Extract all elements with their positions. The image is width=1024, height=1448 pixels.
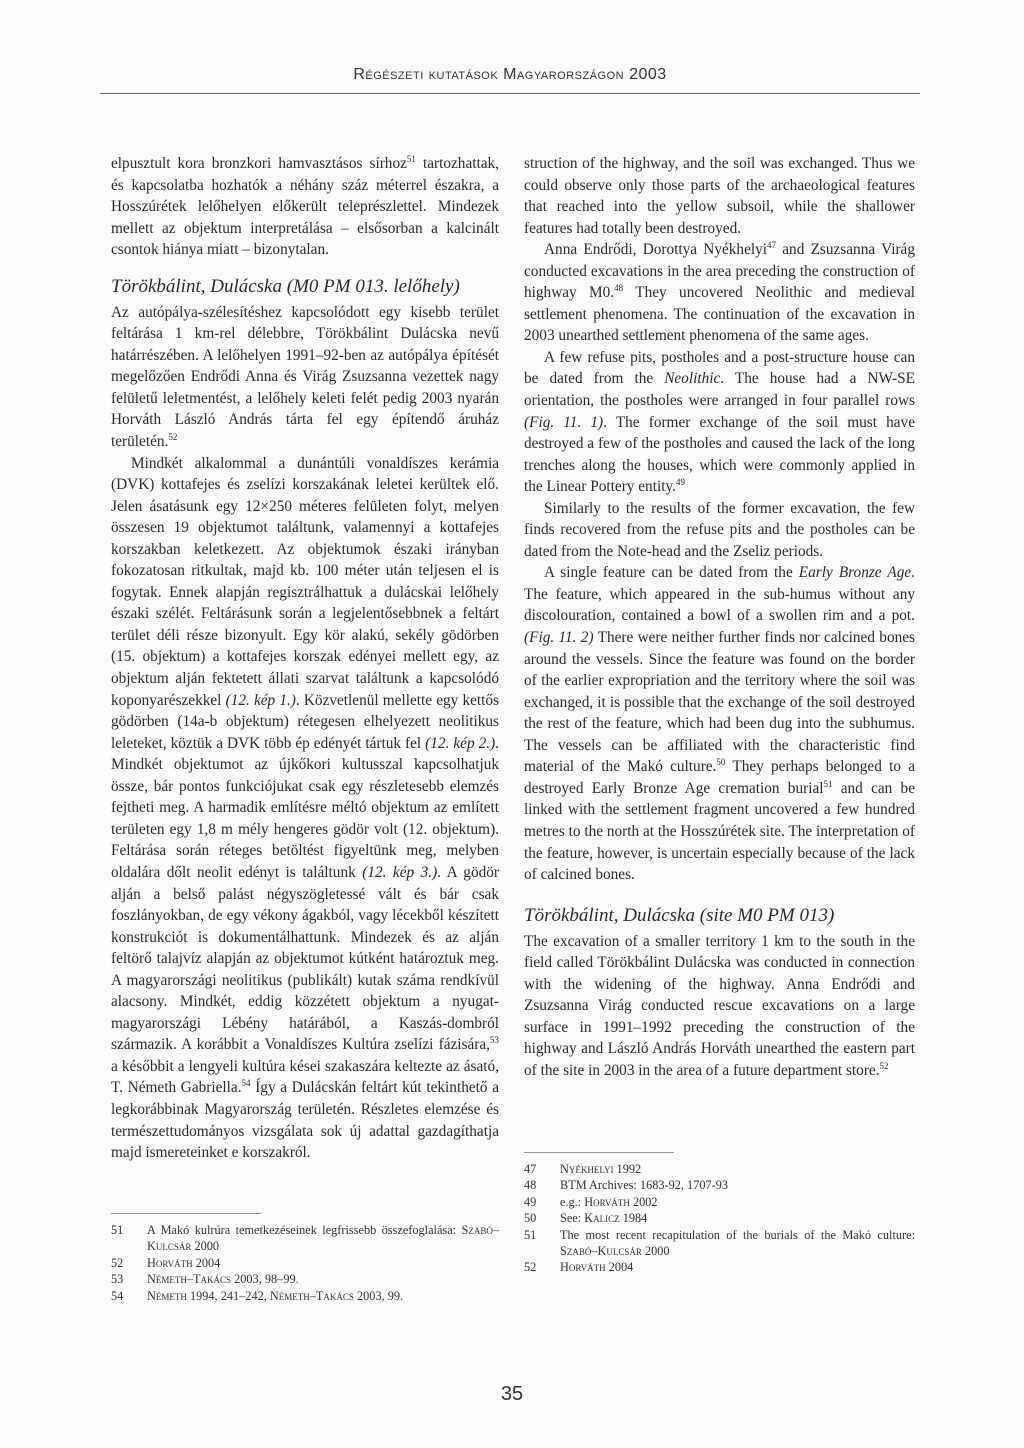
text-run: Similarly to the results of the former excavation, the few finds recovered from the refuse pits and the postholes can be dated from the Note-head and the Zseliz periods. xyxy=(524,499,915,560)
italic-text: (Fig. 11. 2) xyxy=(524,629,594,647)
footnote-text xyxy=(147,1288,499,1304)
footnote-ref: 51 xyxy=(406,153,416,164)
paragraph xyxy=(111,453,499,1164)
footnote-number: 52 xyxy=(111,1255,124,1270)
text-run: A Makó kulrúra temetkezéseinek legfrissebb összefoglalása: xyxy=(147,1223,462,1237)
author-citation: Horváth 2004 xyxy=(560,1260,634,1275)
footnote-number: 54 xyxy=(111,1288,124,1303)
paragraph xyxy=(524,239,915,347)
footnote xyxy=(524,1194,915,1210)
footnote-ref: 48 xyxy=(614,283,624,294)
text-run: e.g.: xyxy=(560,1194,585,1209)
author-citation: Horváth 2004 xyxy=(147,1255,221,1270)
text-run: There were neither further finds nor calcined bones around the vessels. Since the feature was found on the border of the earlier expropriation and the territory where the soil was exchanged, it is possible that the exchange of the soil destroyed the rest of the feature, which had been dug into the subhumus. The vessels can be affiliated with the characteristic find material of the Makó culture. xyxy=(524,629,915,776)
footnotes-left xyxy=(111,1222,499,1304)
page-number: 35 xyxy=(500,1383,524,1405)
footnote-number: 47 xyxy=(524,1162,537,1176)
text-run: Mindkét alkalommal a dunántúli vonaldíszes kerámia (DVK) kottafejes és zselízi korszakának leletei kerültek elő. Jelen ásatásunk egy 12×250 méteres felületen folyt, melyen összesen 19 objektumot találtunk, valamennyi a kottafejes korszakban keletkezett. Az objektumok északi irányban fokozatosan ritkultak, majd kb. 100 méter után teljesen el is fogytak. Ennek alapján regisztrálhattuk a dulácskai lelőhely északi szélét. Feltárásunk során a legjelentősebbnek a feltárt terület déli része bizonyult. Egy kör alakú, sekély gödörben (15. objektum) a kottafejes korszak edényei mellett egy, az objektum alján fektetett állati szarvat találtunk a kapcsolódó koponyarészekkel xyxy=(111,454,499,709)
footnote xyxy=(111,1255,499,1271)
footnote xyxy=(111,1271,499,1287)
footnote-ref: 47 xyxy=(767,240,777,251)
footnote-number: 51 xyxy=(111,1223,124,1237)
italic-text: (Fig. 11. 1) xyxy=(524,413,604,431)
paragraph xyxy=(524,562,915,885)
footnote-number: 51 xyxy=(524,1227,537,1242)
column-english xyxy=(524,153,915,1081)
footnote-text xyxy=(147,1222,499,1255)
text-run: a későbbit a lengyeli kultúra kései szakaszára keltezte az ásató, T. Németh Gabriella. xyxy=(111,1057,499,1097)
text-run: They uncovered Neolithic and medieval settlement phenomena. The continuation of the excavation in 2003 unearthed settlement phenomena of the same ages. xyxy=(524,284,915,345)
text-run: . The former exchange of the soil must have destroyed a few of the postholes and caused the lack of the long trenches along the houses, which were commonly applied in the Linear Pottery entity. xyxy=(524,413,915,496)
text-run: tartozhattak, és kapcsolatba hozhatók a néhány száz méterrel északra, a Hosszúrétek lelőhelyen előkerült teleprészlettel. Mindezek mellett az objektum interpretálása – elsősorban a kalcinált csontok hiánya miatt – bizonytalan. xyxy=(111,155,499,259)
column-hungarian xyxy=(111,153,499,1164)
text-run: , 99. xyxy=(381,1288,404,1303)
text-run: They perhaps belonged to a destroyed Early Bronze Age cremation burial xyxy=(524,758,915,797)
author-citation: Németh–Takács 2003 xyxy=(147,1272,259,1287)
footnotes-right xyxy=(524,1161,915,1276)
running-head xyxy=(100,66,920,94)
footnote-text xyxy=(560,1210,915,1226)
italic-text: (12. kép 1.) xyxy=(225,691,296,709)
footnote-ref: 52 xyxy=(879,1060,889,1071)
footnote-ref: 51 xyxy=(823,778,833,789)
text-run: Anna Endrődi, Dorottya Nyékhelyi xyxy=(544,241,768,259)
footnote-text xyxy=(560,1259,915,1275)
paragraph xyxy=(524,931,915,1082)
author-citation: Kalicz 1984 xyxy=(584,1211,648,1226)
footnote-text xyxy=(560,1177,915,1193)
text-run: elpusztult kora bronzkori hamvasztásos sírhoz xyxy=(111,155,407,172)
footnote-text xyxy=(147,1271,499,1287)
paragraph xyxy=(111,153,499,261)
footnote-text xyxy=(147,1255,499,1271)
footnote xyxy=(111,1222,499,1255)
text-run: struction of the highway, and the soil was exchanged. Thus we could observe only those parts of the archaeological features that reached into the yellow subsoil, while the shallower features had totally been destroyed. xyxy=(524,155,915,237)
section-heading: Törökbálint, Dulácska (site M0 PM 013) xyxy=(524,904,835,926)
text-run: BTM Archives: 1683-92, 1707-93 xyxy=(560,1178,729,1193)
footnote-number: 53 xyxy=(111,1272,124,1287)
footnote-number: 49 xyxy=(524,1194,537,1209)
footnote-number: 48 xyxy=(524,1178,537,1193)
footnote xyxy=(524,1161,915,1177)
footnote-text xyxy=(560,1161,915,1177)
text-run: and Zsuzsanna Virág conducted excavations in the area preceding the construction of highway M0. xyxy=(524,241,915,302)
paragraph xyxy=(524,347,915,498)
text-run: . Mindkét objektumot az újkőkori kultusszal kapcsolhatjuk össze, bár pontos funkciójukat csak egy részletesebb elemzés fejtheti meg. A harmadik említésre méltó objektum az említett területen egy 1,8 m mély hengeres gödör volt (12. objektum). Feltárása során réteges betöltést figyeltünk meg, melyben oldalára dőlt neolit edényt is találtunk xyxy=(111,734,499,881)
text-run: The excavation of a smaller territory 1 km to the south in the field called Törökbálint Dulácska was conducted in connection with the widening of the highway. Anna Endrődi and Zsuzsanna Virág conducted rescue excavations on a large surface in 1991–1992 preceding the construction of the highway and László András Horváth unearthed the eastern part of the site in 2003 in the area of a future department store. xyxy=(524,932,915,1079)
footnote-ref: 54 xyxy=(241,1078,251,1089)
footnote-ref: 50 xyxy=(716,757,726,768)
text-run: See: xyxy=(560,1211,585,1226)
author-citation: Szabó–Kulcsár 2000 xyxy=(560,1244,670,1259)
author-citation: Horváth 2002 xyxy=(584,1194,658,1209)
text-run: and can be linked with the settlement fragment uncovered a few hundred metres to the north at the Hosszúrétek site. The interpretation of the feature, however, is uncertain especially because of the lack of calcined bones. xyxy=(524,779,915,884)
footnote-ref: 52 xyxy=(168,431,178,442)
italic-text: Neolithic xyxy=(664,370,721,388)
text-run: Így a Dulácskán feltárt kút tekinthető a legkorábbinak Magyarország területén. Részletes elemzése és természettudományos vizsgálata sok új adattal gazdagíthatja majd ismereteinket e korszakról. xyxy=(111,1079,499,1162)
text-run: A single feature can be dated from the xyxy=(544,564,799,582)
author-citation: Németh–Takács 2003 xyxy=(269,1288,382,1303)
author-citation: Nyékhelyi 1992 xyxy=(560,1162,642,1176)
author-citation: Németh 1994 xyxy=(147,1288,215,1303)
italic-text: Early Bronze Age xyxy=(798,564,912,582)
footnote-number: 50 xyxy=(524,1211,537,1226)
author-citation: Szabó–Kulcsár 2000 xyxy=(147,1223,499,1254)
footnote-number: 52 xyxy=(524,1260,537,1275)
footnote xyxy=(524,1227,915,1260)
text-run: . Közvetlenül mellette egy kettős gödörben (14a-b objektum) rétegesen elhelyezett neolitikus leleteket, köztük a DVK több ép edényét tártuk fel xyxy=(111,691,499,752)
footnote-text xyxy=(560,1194,915,1210)
footnote-ref: 53 xyxy=(490,1035,499,1046)
paragraph xyxy=(524,153,915,239)
text-run: , 98–99. xyxy=(258,1272,299,1287)
text-run: . The feature, which appeared in the sub-humus without any discolouration, contained a bowl of a swollen rim and a pot. xyxy=(524,564,915,625)
paragraph xyxy=(111,302,499,453)
footnote xyxy=(524,1177,915,1193)
footnote-ref: 49 xyxy=(675,477,685,488)
footnote xyxy=(111,1288,499,1304)
text-run: The most recent recapitulation of the burials of the Makó culture: xyxy=(560,1227,915,1242)
text-run: . The house had a NW-SE orientation, the postholes were arranged in four parallel rows xyxy=(524,370,915,410)
text-run: . A gödör alján a belső palást négyszögletessé vált és bár csak foszlányokban, de egy vékony ágakból, vagy lécekből készített konstrukciót is dokumentálhattunk. Mindezek és az alján feltörő talajvíz alapján az objektumot kútként határoztuk meg. A magyarországi neolitikus (publikált) kutak száma rendkívül alacsony. Mindkét, eddig közzétett objektum a nyugat-magyarországi Lébény határából, a Kaszás-dombról származik. A korábbit a Vonaldíszes Kultúra zselízi fázisára, xyxy=(111,863,499,1054)
text-run: , 241–242, xyxy=(214,1288,270,1303)
footnote-text xyxy=(560,1227,915,1260)
footnote xyxy=(524,1259,915,1275)
footnote-rule xyxy=(524,1152,674,1153)
text-run: Az autópálya-szélesítéshez kapcsolódott egy kisebb terület feltárása 1 km-rel délebbre, Törökbálint Dulácska nevű határrészében. A lelőhelyen 1991–92-ben az autópálya építését megelőzően Endrődi Anna és Virág Zsuzsanna vezettek nagy felületű leletmentést, a lelőhely keleti felét pedig 2003 nyarán Horváth László András tárta fel egy építendő áruház területén. xyxy=(111,303,499,451)
footnote xyxy=(524,1210,915,1226)
italic-text: (12. kép 2.) xyxy=(425,734,496,752)
footnote-rule xyxy=(111,1213,261,1214)
running-head-text: Régészeti kutatások Magyarországon 2003 xyxy=(353,66,667,83)
section-heading: Törökbálint, Dulácska (M0 PM 013. lelőhely) xyxy=(111,275,460,297)
text-run: A few refuse pits, postholes and a post-structure house can be dated from the xyxy=(524,348,915,388)
paragraph xyxy=(524,498,915,563)
italic-text: (12. kép 3.) xyxy=(362,863,438,881)
